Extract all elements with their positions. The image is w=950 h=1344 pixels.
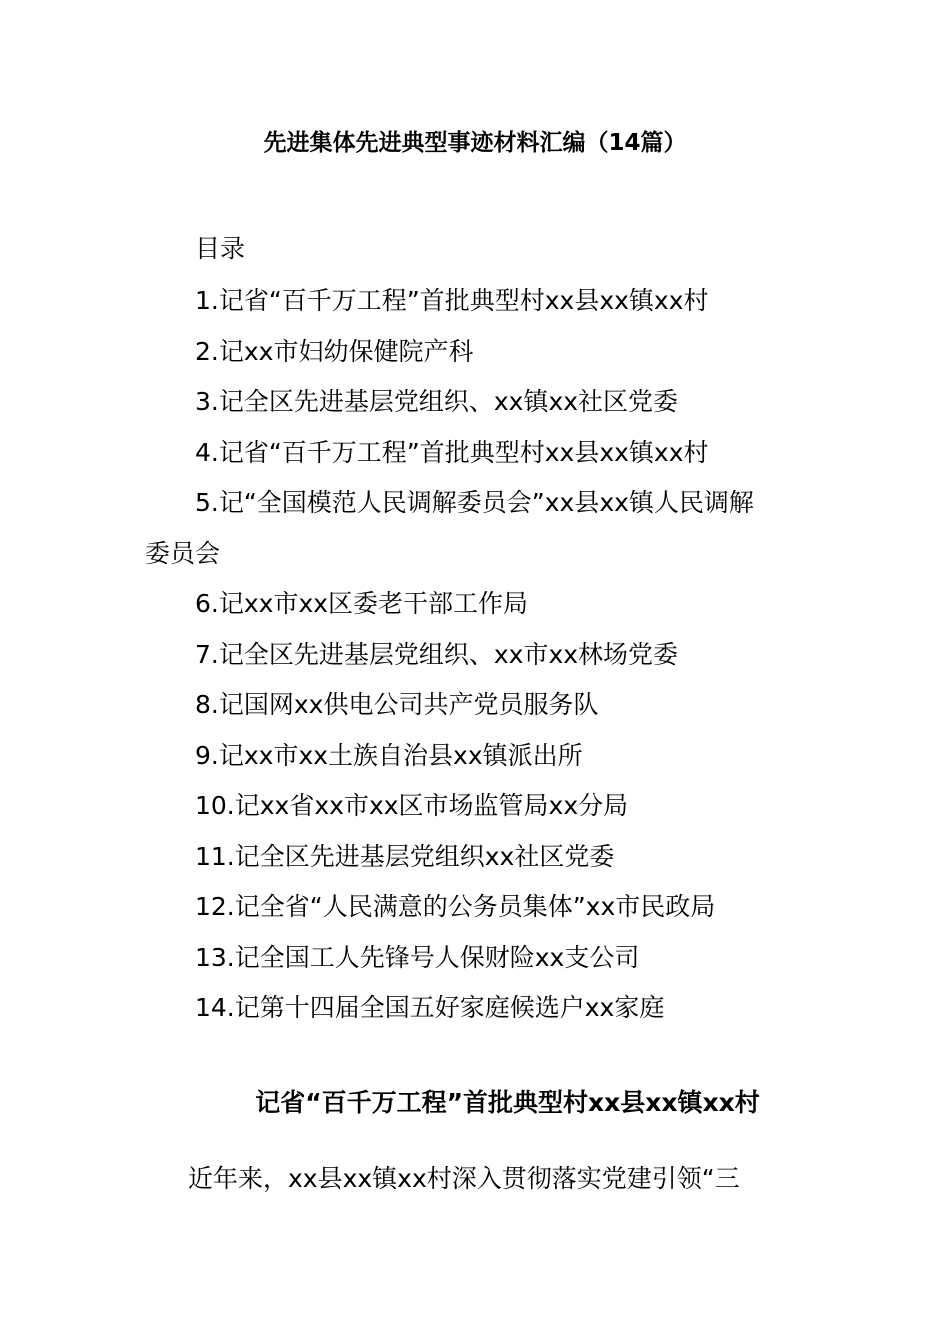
toc-item-4: 4.记省“百千万工程”首批典型村xx县xx镇xx村 — [195, 438, 709, 467]
toc-heading: 目录 — [195, 234, 246, 263]
toc-item-6: 6.记xx市xx区委老干部工作局 — [195, 589, 529, 618]
toc-item-13: 13.记全国工人先锋号人保财险xx支公司 — [195, 943, 640, 972]
toc-item-5-continued: 委员会 — [145, 539, 221, 568]
toc-item-11: 11.记全区先进基层党组织xx社区党委 — [195, 842, 615, 871]
toc-item-3: 3.记全区先进基层党组织、xx镇xx社区党委 — [195, 387, 679, 416]
toc-item-10: 10.记xx省xx市xx区市场监管局xx分局 — [195, 791, 629, 820]
body-paragraph: 近年来，xx县xx镇xx村深入贯彻落实党建引领“三 — [188, 1164, 740, 1193]
toc-item-7: 7.记全区先进基层党组织、xx市xx林场党委 — [195, 640, 679, 669]
toc-item-2: 2.记xx市妇幼保健院产科 — [195, 337, 474, 366]
toc-item-14: 14.记第十四届全国五好家庭候选户xx家庭 — [195, 993, 665, 1022]
toc-item-12: 12.记全省“人民满意的公务员集体”xx市民政局 — [195, 892, 716, 921]
document-title: 先进集体先进典型事迹材料汇编（14篇） — [263, 130, 687, 156]
section-title: 记省“百千万工程”首批典型村xx县xx镇xx村 — [255, 1088, 760, 1117]
toc-item-8: 8.记国网xx供电公司共产党员服务队 — [195, 690, 599, 719]
toc-item-1: 1.记省“百千万工程”首批典型村xx县xx镇xx村 — [195, 286, 709, 315]
toc-item-9: 9.记xx市xx土族自治县xx镇派出所 — [195, 741, 583, 770]
toc-item-5: 5.记“全国模范人民调解委员会”xx县xx镇人民调解 — [195, 488, 754, 517]
